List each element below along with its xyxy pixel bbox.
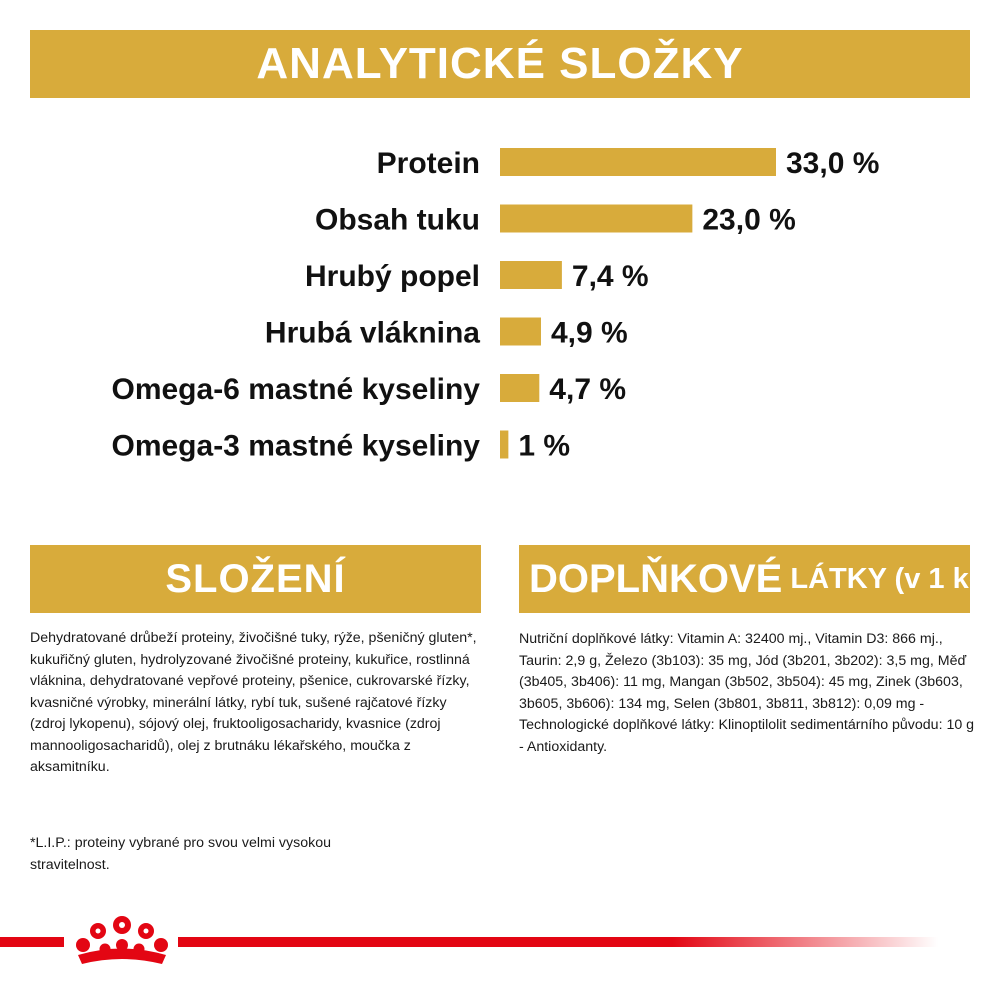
bar: [500, 261, 562, 289]
footer-red-line-right: [178, 937, 938, 947]
category-label: Protein: [376, 147, 480, 180]
additives-title-main: DOPLŇKOVÉ: [529, 556, 783, 601]
crown-logo-icon: [70, 912, 174, 972]
value-label: 1 %: [518, 429, 571, 463]
analytic-components-banner: [30, 30, 970, 98]
additives-banner: [519, 545, 997, 613]
bar: [500, 205, 692, 233]
bar: [500, 374, 539, 402]
category-label: Omega-6 mastné kyseliny: [111, 373, 480, 406]
value-label: 33,0 %: [786, 147, 880, 180]
composition-banner: [30, 545, 481, 613]
category-label: Omega-3 mastné kyseliny: [111, 429, 480, 463]
value-label: 4,9 %: [550, 316, 628, 350]
composition-title: SLOŽENÍ: [165, 556, 346, 601]
composition-text: Dehydratované drůbeží proteiny, živočišné tuky, rýže, pšeničný gluten*, kukuřičný gluten, hydrolyzované živočišné proteiny, kukuřice, rostlinná vláknina, dehydratované vepřové proteiny, pšenice, cukrovarské řízky, kvasničné výrobky, minerální látky, rybí tuk, sušené rajčatové řízky (zdroj lykopenu), sójový olej, fruktooligosacharidy, kvasnice (zdroj mannooligosacharidů), olej z brutnáku lékařského, moučka z aksamitníku.: [30, 630, 477, 775]
value-label: 7,4 %: [571, 260, 649, 293]
bar: [500, 318, 541, 346]
bar: [500, 148, 776, 176]
bar: [500, 431, 508, 459]
analytic-components-title: ANALYTICKÉ SLOŽKY: [256, 39, 744, 88]
analytic-components-chart: [0, 120, 1000, 500]
footer-red-line-left: [0, 937, 64, 947]
category-label: Obsah tuku: [314, 203, 480, 237]
lip-footnote: *L.I.P.: proteiny vybrané pro svou velmi vysokou stravitelnost.: [30, 835, 331, 873]
value-label: 23,0 %: [702, 203, 796, 237]
additives-title-small: LÁTKY (v 1 kg): [790, 562, 997, 595]
additives-text: Nutriční doplňkové látky: Vitamin A: 32400 mj., Vitamin D3: 866 mj., Taurin: 2,9 g, Železo (3b103): 35 mg, Jód (3b201, 3b202): 3,5 mg, Měď (3b405, 3b406): 11 mg, Mangan (3b502, 3b504): 45 mg, Zinek (3b603, 3b605, 3b606): 134 mg, Selen (3b801, 3b811, 3b812): 0,09 mg - Technologické doplňkové látky: Klinoptilolit sedimentárního původu: 10 g - Antioxidanty.: [519, 631, 975, 755]
category-label: Hrubý popel: [304, 260, 480, 293]
value-label: 4,7 %: [549, 373, 627, 406]
category-label: Hrubá vláknina: [264, 316, 480, 350]
